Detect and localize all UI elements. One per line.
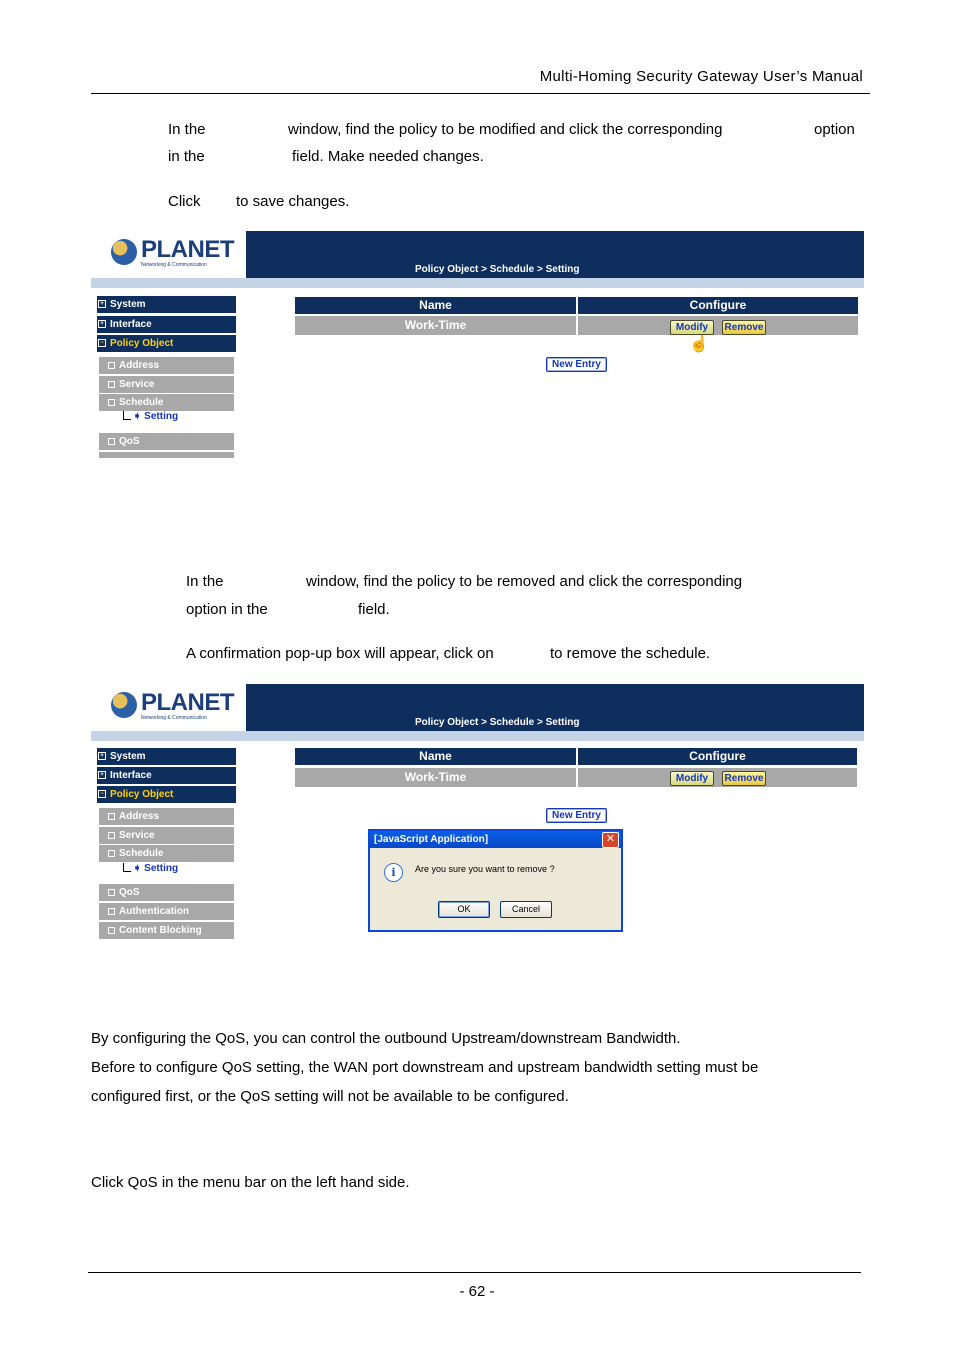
menu-system[interactable]: + System bbox=[97, 748, 236, 765]
planet-logo: PLANET Networking & Communication bbox=[111, 236, 241, 268]
modify-text-2b: field. Make needed changes. bbox=[292, 148, 484, 165]
submenu-authentication-partial bbox=[99, 452, 234, 458]
modify-text-1b: window, find the policy to be modified and click the corresponding bbox=[288, 121, 723, 138]
plus-icon: + bbox=[98, 300, 106, 308]
manual-title: Multi-Homing Security Gateway User’s Manual bbox=[539, 68, 863, 85]
dialog-message: Are you sure you want to remove ? bbox=[415, 864, 555, 874]
footer-rule bbox=[88, 1272, 861, 1273]
arrow-right-icon: ➧ bbox=[133, 863, 142, 874]
plus-icon: + bbox=[98, 752, 106, 760]
submenu-qos[interactable]: QoS bbox=[99, 433, 234, 450]
submenu-service[interactable]: Service bbox=[99, 376, 234, 393]
planet-logo: PLANET Networking & Communication bbox=[111, 689, 241, 721]
plus-icon bbox=[108, 832, 115, 839]
page-number: - 62 - bbox=[459, 1283, 495, 1300]
col-header-name: Name bbox=[295, 748, 576, 765]
submenu-schedule[interactable]: Schedule bbox=[99, 845, 234, 862]
row-name-cell: Work-Time bbox=[295, 768, 576, 787]
banner-strip bbox=[91, 278, 864, 288]
row-configure-cell bbox=[578, 768, 857, 787]
modify-button[interactable]: Modify bbox=[670, 771, 714, 786]
qos-text-2: Before to configure QoS setting, the WAN port downstream and upstream bandwidth setting must be bbox=[91, 1059, 759, 1076]
menu-interface[interactable]: + Interface bbox=[97, 767, 236, 784]
minus-icon: − bbox=[98, 790, 106, 798]
remove-text-2a: option in the bbox=[186, 601, 268, 618]
breadcrumb: Policy Object > Schedule > Setting bbox=[415, 717, 580, 728]
top-banner bbox=[246, 684, 864, 731]
plus-icon: + bbox=[98, 771, 106, 779]
tree-branch-icon bbox=[123, 411, 131, 420]
arrow-right-icon: ➧ bbox=[133, 411, 142, 422]
menu-policy-object[interactable]: − Policy Object bbox=[97, 335, 236, 352]
breadcrumb: Policy Object > Schedule > Setting bbox=[415, 264, 580, 275]
submenu-setting[interactable]: ➧ Setting bbox=[123, 863, 178, 874]
schedule-screenshot-modify bbox=[91, 231, 864, 461]
globe-icon bbox=[111, 692, 137, 718]
plus-icon bbox=[108, 889, 115, 896]
submenu-authentication[interactable]: Authentication bbox=[99, 903, 234, 920]
menu-interface[interactable]: + Interface bbox=[97, 316, 236, 333]
plus-icon bbox=[108, 927, 115, 934]
submenu-schedule[interactable]: Schedule bbox=[99, 394, 234, 411]
qos-text-1: By configuring the QoS, you can control the outbound Upstream/downstream Bandwidth. bbox=[91, 1030, 681, 1047]
minus-icon: − bbox=[98, 339, 106, 347]
remove-button[interactable]: Remove bbox=[722, 771, 766, 786]
plus-icon bbox=[108, 908, 115, 915]
row-name-cell: Work-Time bbox=[295, 316, 576, 335]
plus-icon bbox=[108, 362, 115, 369]
row-configure-cell bbox=[578, 316, 858, 335]
plus-icon bbox=[108, 381, 115, 388]
confirm-dialog bbox=[368, 829, 623, 932]
top-banner bbox=[246, 231, 864, 278]
remove-text-2b: field. bbox=[358, 601, 390, 618]
close-icon[interactable]: ✕ bbox=[602, 832, 619, 848]
modify-text-3a: Click bbox=[168, 193, 201, 210]
submenu-service[interactable]: Service bbox=[99, 827, 234, 844]
plus-icon bbox=[108, 438, 115, 445]
qos-text-4: Click QoS in the menu bar on the left hand side. bbox=[91, 1174, 410, 1191]
dialog-title: [JavaScript Application] bbox=[370, 831, 621, 848]
minus-icon bbox=[108, 850, 115, 857]
hand-cursor-icon: ☝ bbox=[689, 336, 709, 353]
menu-system[interactable]: + System bbox=[97, 296, 236, 313]
menu-policy-object[interactable]: − Policy Object bbox=[97, 786, 236, 803]
remove-text-3b: to remove the schedule. bbox=[550, 645, 711, 662]
remove-text-1a: In the bbox=[186, 573, 224, 590]
remove-text-3a: A confirmation pop-up box will appear, click on bbox=[186, 645, 494, 662]
submenu-address[interactable]: Address bbox=[99, 808, 234, 825]
modify-text-3b: to save changes. bbox=[236, 193, 350, 210]
remove-button[interactable]: Remove bbox=[722, 320, 766, 335]
new-entry-button[interactable]: New Entry bbox=[546, 808, 607, 823]
submenu-content-blocking[interactable]: Content Blocking bbox=[99, 922, 234, 939]
remove-text-1b: window, find the policy to be removed and click the corresponding bbox=[306, 573, 743, 590]
submenu-setting[interactable]: ➧ Setting bbox=[123, 411, 178, 422]
submenu-qos[interactable]: QoS bbox=[99, 884, 234, 901]
schedule-screenshot-remove bbox=[91, 684, 864, 942]
minus-icon bbox=[108, 399, 115, 406]
qos-text-3: configured first, or the QoS setting will not be available to be configured. bbox=[91, 1088, 569, 1105]
cancel-button[interactable]: Cancel bbox=[500, 901, 552, 918]
modify-text-1c: option bbox=[814, 121, 855, 138]
col-header-configure: Configure bbox=[578, 297, 858, 314]
banner-strip bbox=[91, 731, 864, 741]
modify-text-1a: In the bbox=[168, 121, 206, 138]
info-icon: i bbox=[384, 863, 403, 882]
globe-icon bbox=[111, 239, 137, 265]
plus-icon: + bbox=[98, 320, 106, 328]
col-header-name: Name bbox=[295, 297, 576, 314]
tree-branch-icon bbox=[123, 863, 131, 872]
new-entry-button[interactable]: New Entry bbox=[546, 357, 607, 372]
plus-icon bbox=[108, 813, 115, 820]
ok-button[interactable]: OK bbox=[438, 901, 490, 918]
modify-button[interactable]: Modify bbox=[670, 320, 714, 335]
col-header-configure: Configure bbox=[578, 748, 857, 765]
header-rule bbox=[91, 93, 870, 94]
modify-text-2a: in the bbox=[168, 148, 205, 165]
submenu-address[interactable]: Address bbox=[99, 357, 234, 374]
